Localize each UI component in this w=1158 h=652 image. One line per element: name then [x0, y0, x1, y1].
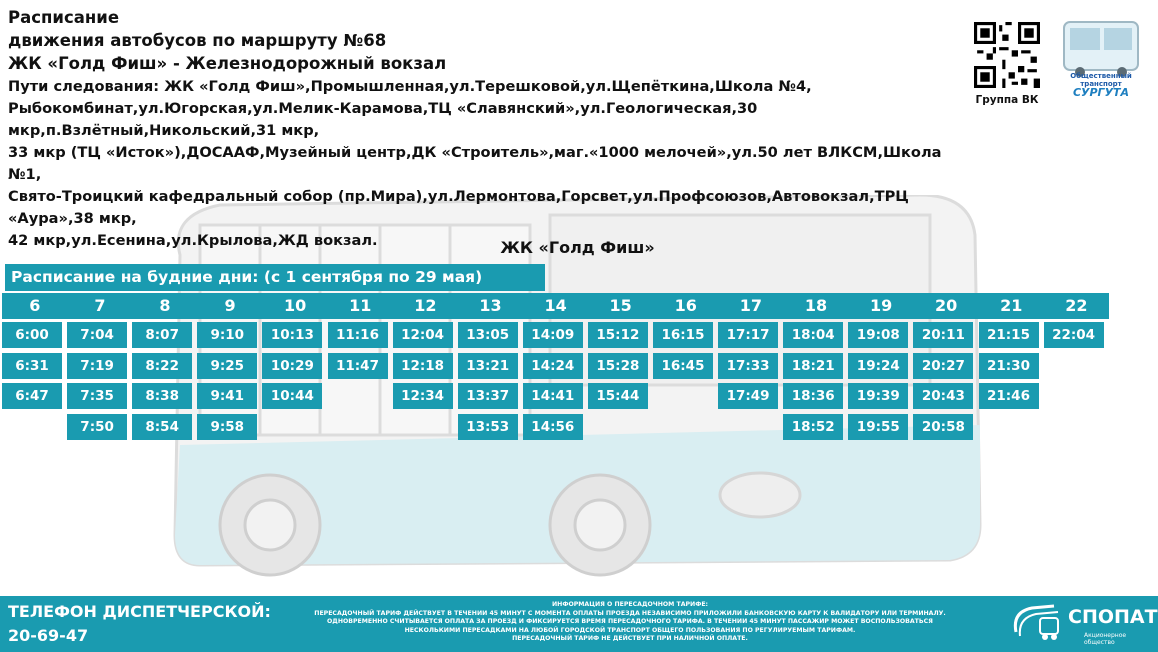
departure-time: 13:53: [458, 414, 518, 440]
departure-time: 9:25: [197, 353, 257, 379]
departure-time: 17:33: [718, 353, 778, 379]
hour-header: 13: [458, 293, 524, 319]
departure-time: 8:54: [132, 414, 192, 440]
departure-time: 12:04: [393, 322, 453, 348]
header-subtitle: движения автобусов по маршруту №68: [8, 31, 387, 50]
dispatcher-phone-label: ТЕЛЕФОН ДИСПЕТЧЕРСКОЙ:: [8, 602, 271, 621]
departure-time: 16:15: [653, 322, 713, 348]
route-stops-line: Свято-Троицкий кафедральный собор (пр.Мира),ул.Лермонтова,Горсвет,ул.Профсоюзов,Автовокзал,ТРЦ «Аура»,38 мкр,: [8, 188, 909, 227]
hour-header: 8: [132, 293, 198, 319]
schedule-period: Расписание на будние дни: (с 1 сентября по 29 мая): [5, 264, 545, 291]
departure-time: 11:16: [328, 322, 388, 348]
departure-time: 13:37: [458, 383, 518, 409]
route-stops-line: Пути следования: ЖК «Голд Фиш»,Промышленная,ул.Терешковой,ул.Щепёткина,Школа №4,: [8, 78, 812, 95]
bus-logo-icon: [1010, 602, 1064, 644]
departure-time: 6:31: [2, 353, 62, 379]
departure-time: 20:27: [913, 353, 973, 379]
departure-time: 8:22: [132, 353, 192, 379]
departure-time: 14:41: [523, 383, 583, 409]
departure-time: 22:04: [1044, 322, 1104, 348]
transfer-tariff-info: [280, 601, 980, 644]
transport-logo-line: транспорт: [1080, 80, 1122, 88]
departure-time: 8:38: [132, 383, 192, 409]
departure-time: 14:24: [523, 353, 583, 379]
departure-time: 21:15: [979, 322, 1039, 348]
hour-header: 21: [979, 293, 1045, 319]
departure-time: 6:00: [2, 322, 62, 348]
footer-bar: [0, 596, 1158, 652]
departure-time: 11:47: [328, 353, 388, 379]
departure-time: 10:44: [262, 383, 322, 409]
departure-time: 8:07: [132, 322, 192, 348]
departure-time: 20:43: [913, 383, 973, 409]
departure-time: 19:08: [848, 322, 908, 348]
departure-time: 14:09: [523, 322, 583, 348]
departure-time: 19:39: [848, 383, 908, 409]
qr-code-icon[interactable]: [974, 22, 1040, 88]
hour-header: 11: [328, 293, 394, 319]
hour-header: 14: [523, 293, 589, 319]
departure-time: 17:49: [718, 383, 778, 409]
departure-time: 20:58: [913, 414, 973, 440]
header-title: Расписание: [8, 8, 120, 27]
departure-time: 19:24: [848, 353, 908, 379]
info-line: ПЕРЕСАДОЧНЫЙ ТАРИФ ДЕЙСТВУЕТ В ТЕЧЕНИИ 45 МИНУТ С МОМЕНТА ОПЛАТЫ ПРОЕЗДА НЕЗАВИСИМО ПРИЛОЖИЛИ БАНКОВСКУЮ КАРТУ К ВАЛИДАТОРУ ИЛИ ТЕРМИНАЛУ.: [314, 609, 946, 617]
departure-time: 13:21: [458, 353, 518, 379]
hour-header: 6: [2, 293, 68, 319]
departure-time: 10:29: [262, 353, 322, 379]
departure-time: 17:17: [718, 322, 778, 348]
departure-time: 15:12: [588, 322, 648, 348]
departure-time: 7:50: [67, 414, 127, 440]
departure-time: 7:04: [67, 322, 127, 348]
hour-header: 17: [718, 293, 784, 319]
departure-time: 18:52: [783, 414, 843, 440]
transport-logo-line: Общественный: [1070, 72, 1132, 80]
hour-header: 20: [913, 293, 979, 319]
departure-time: 7:19: [67, 353, 127, 379]
departure-time: 10:13: [262, 322, 322, 348]
departure-time: 21:46: [979, 383, 1039, 409]
departure-time: 15:28: [588, 353, 648, 379]
departure-time: 20:11: [913, 322, 973, 348]
departure-time: 21:30: [979, 353, 1039, 379]
departure-time: 18:36: [783, 383, 843, 409]
hour-header: 10: [262, 293, 328, 319]
qr-label: Группа ВК: [975, 94, 1039, 106]
departure-time: 19:55: [848, 414, 908, 440]
departure-time: 7:35: [67, 383, 127, 409]
info-line: ИНФОРМАЦИЯ О ПЕРЕСАДОЧНОМ ТАРИФЕ:: [551, 601, 709, 608]
stop-title: ЖК «Голд Фиш»: [500, 238, 655, 257]
departure-time: 15:44: [588, 383, 648, 409]
info-line: НЕСКОЛЬКИМИ ПЕРЕСАДКАМИ НА ЛЮБОЙ ГОРОДСКОЙ ТРАНСПОРТ ОБЩЕГО ПОЛЬЗОВАНИЯ ПО РЕГУЛИРУЕМЫМ ТАРИФАМ.: [404, 626, 856, 634]
hour-header: 18: [783, 293, 849, 319]
company-name: СПОПАТ: [1068, 606, 1158, 628]
schedule-header: [8, 6, 958, 252]
departure-time: 18:21: [783, 353, 843, 379]
departure-time: 9:41: [197, 383, 257, 409]
hour-header: 12: [393, 293, 459, 319]
route-stops-line: Рыбокомбинат,ул.Югорская,ул.Мелик-Карамова,ТЦ «Славянский»,ул.Геологическая,30 мкр,п.Взлётный,Никольский,31 мкр,: [8, 100, 758, 139]
company-logo: [1010, 602, 1158, 646]
route-stops: [8, 76, 958, 252]
departure-time: 6:47: [2, 383, 62, 409]
company-subtitle: Акционерное общество: [1084, 632, 1127, 646]
route-stops-line: 33 мкр (ТЦ «Исток»),ДОСААФ,Музейный центр,ДК «Строитель»,маг.«1000 мелочей»,ул.50 лет ВЛКСМ,Школа №1,: [8, 144, 942, 183]
departure-time: 13:05: [458, 322, 518, 348]
info-line: ОДНОВРЕМЕННО СЧИТЫВАЕТСЯ ОПЛАТА ЗА ПРОЕЗД И ФИКСИРУЕТСЯ ВРЕМЯ ПЕРЕСАДОЧНОГО ТАРИФА. В ТЕЧЕНИИ 45 МИНУТ ПАССАЖИР МОЖЕТ ВОСПОЛЬЗОВАТЬСЯ: [327, 618, 933, 626]
departure-time: 9:10: [197, 322, 257, 348]
hour-header: 22: [1044, 293, 1110, 319]
hour-header: 15: [588, 293, 654, 319]
departure-time: 16:45: [653, 353, 713, 379]
info-line: ПЕРЕСАДОЧНЫЙ ТАРИФ НЕ ДЕЙСТВУЕТ ПРИ НАЛИЧНОЙ ОПЛАТЕ.: [512, 635, 748, 643]
route-stops-line: 42 мкр,ул.Есенина,ул.Крылова,ЖД вокзал.: [8, 232, 378, 249]
departure-time: 12:34: [393, 383, 453, 409]
hour-header: 16: [653, 293, 719, 319]
transport-logo-city: СУРГУТА: [1072, 86, 1130, 99]
hour-header: 19: [848, 293, 914, 319]
hour-header: 9: [197, 293, 263, 319]
departure-time: 9:58: [197, 414, 257, 440]
dispatcher-phone-number[interactable]: 20-69-47: [8, 626, 89, 645]
route-name: ЖК «Голд Фиш» - Железнодорожный вокзал: [8, 54, 447, 73]
departure-time: 12:18: [393, 353, 453, 379]
departure-time: 14:56: [523, 414, 583, 440]
departure-time: 18:04: [783, 322, 843, 348]
hour-header: 7: [67, 293, 133, 319]
